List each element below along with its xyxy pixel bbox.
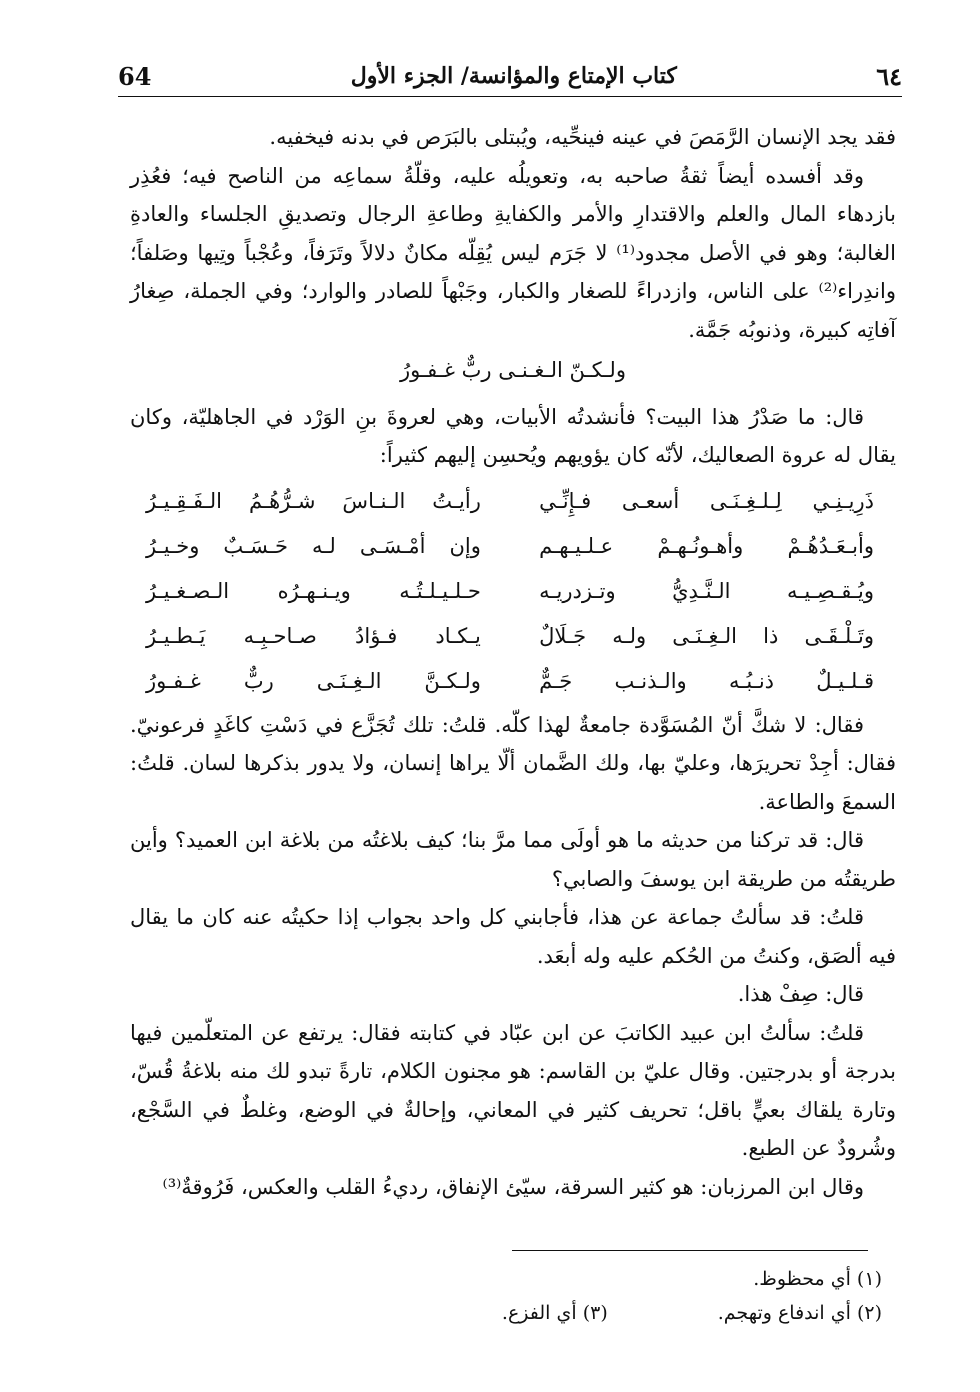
hemistich-first: وأبـعَـدُهُـمْ وأهـونُـهـمْ عـلـيـهـم — [539, 533, 874, 558]
hemistich-second: ولـكـنَّ الـغِـنَـى ربٌّ غـفـورُ — [146, 668, 481, 693]
paragraph: فقد يجد الإنسان الرَّمَصَ في عينه فينحِّيه، ويُبتلى بالبَرَص في بدنه فيخفيه. — [269, 125, 896, 149]
hemistich-second: وإن أمْـسَـى لـه حَـسَـبٌ وخـيـرُ — [146, 533, 481, 558]
footnote: (٢) أي اندفاع وتهجم. — [717, 1302, 882, 1324]
paragraph: قال: قد تركنا من حديثه ما هو أولَى مما مرَّ بنا؛ كيف بلاغتُه من بلاغة ابن العميد؟ وأين طريقتُه من طريقة ابن يوسفَ والصابي؟ — [130, 828, 896, 891]
footnote-row — [130, 1296, 896, 1330]
poem-line — [130, 659, 896, 704]
page-number-arabic: ٦٤ — [876, 61, 902, 91]
hemistich-first: قـلـيـلٌ ذنـبُـه والـذنـب جَـمٌّ — [539, 668, 874, 693]
hemistich-second: حـلـيـلـتُـه ويـنـهـرُه الـصـغـيـرُ — [146, 578, 481, 603]
paragraph: قال: ما صَدْرُ هذا البيت؟ فأنشدتُه الأبيات، وهي لعروةَ بنِ الوَرْد في الجاهليّة، وكان يقال له عروة الصعاليك، لأنّه كان يؤويهم ويُحسِن إليهم كثيراً: — [130, 404, 896, 467]
running-header — [118, 58, 902, 94]
footnote: (٣) أي الفزع. — [501, 1302, 608, 1324]
footnote: (١) أي محظوظ. — [753, 1268, 882, 1290]
hemistich-second: يـكـاد فـؤادُ صـاحـبِـه يَـطـيـرُ — [146, 623, 481, 648]
poem-line — [130, 479, 896, 524]
footnote-rule — [512, 1250, 868, 1251]
paragraph: قلتُ: سألتُ ابن عبيد الكاتبَ عن ابن عبّاد في كتابته فقال: يرتفع عن المتعلّمين فيها بدرجة أو بدرجتين. وقال عليّ بن القاسم: هو مجنون الكلام، تارةً تبدو لك منه بلاغةُ قُسّ، وتارة يلقاك بعيٍّ باقل؛ تحريف كثير في المعاني، وإحالةٌ في الوضع، وغلطٌ في السَّجْع، وشُرودٌ عن الطبع. — [130, 1020, 896, 1160]
running-title: كتاب الإمتاع والمؤانسة/ الجزء الأول — [350, 63, 677, 89]
footnote-row — [130, 1262, 896, 1296]
paragraph: قلتُ: قد سألتُ جماعة عن هذا، فأجابني كل واحد بجواب إذا حكيتُه عنه كان ما يقال فيه ألصَق، وكنتُ من الحُكم عليه وله أبعَد. — [130, 905, 896, 968]
page-number-latin: 64 — [118, 61, 152, 91]
poem-line — [130, 524, 896, 569]
poem-line — [130, 614, 896, 659]
poem-line — [130, 569, 896, 614]
header-rule — [118, 96, 902, 97]
hemistich-second: رأيـتُ الـنـاسَ شـرُّهُـمُ الـفَـقِـيـرُ — [146, 488, 481, 513]
paragraph: وقد أفسده أيضاً ثقةُ صاحبه به، وتعويلُه عليه، وقلّةُ سماعِه من الناصح فيه؛ فعُذِر بازدهاء المال والعلم والاقتدارِ والأمر والكفايةِ وطاعةِ الرجال وتصديقِ الجلساء والعادةِ الغالبة؛ وهو في الأصل مجدود⁽¹⁾ لا جَرَم ليس يُقِلّه مكانٌ دلالاً وتَرَفاً، وعُجْباً وتِيها وصَلفاً؛ واندِراء⁽²⁾ على الناس، وازدراءً للصغار والكبار، وجَبْهاً للصادر والوارد؛ وفي الجملة، صِغارُ آفاتِه كبيرة، وذنوبُه جَمَّة. — [130, 163, 896, 342]
hemistich-first: ويُـقـصِـيـه الـنَّـدِيُّ وتـزدريـه — [539, 578, 874, 603]
center-verse: ولـكـنّ الـغـنـى ربٌّ غـفـورُ — [400, 358, 626, 382]
main-text — [130, 118, 896, 1206]
paragraph: وقال ابن المرزبان: هو كثير السرقة، سيّئ الإنفاق، رديءُ القلب والعكس، فَرُوقةٌ⁽³⁾ — [162, 1174, 864, 1199]
hemistich-first: ذَرِيـنِـي لِـلـغِـنَـى أسعـى فـإِنِّـي — [539, 488, 874, 513]
paragraph: فقال: لا شكَّ أنّ المُسَوَّدة جامعةٌ لهذا كلّه. قلتُ: تلك تُجَزَّع في دَسْتِ كاغَدٍ فرعونيّ. فقال: أجِدْ تحريرَها، وعليّ بها، ولك الضَّمان ألّا يراها إنسان، ولا يدور بذكرها لسان. قلتُ: السمعَ والطاعة. — [130, 712, 896, 814]
footnotes — [130, 1262, 896, 1330]
poem — [130, 479, 896, 704]
hemistich-first: وتَـلْـقَـى ذا الـغِـنَـى ولـه جَـلَالٌ — [539, 623, 874, 648]
paragraph: قال: صِفْ هذا. — [737, 982, 864, 1006]
